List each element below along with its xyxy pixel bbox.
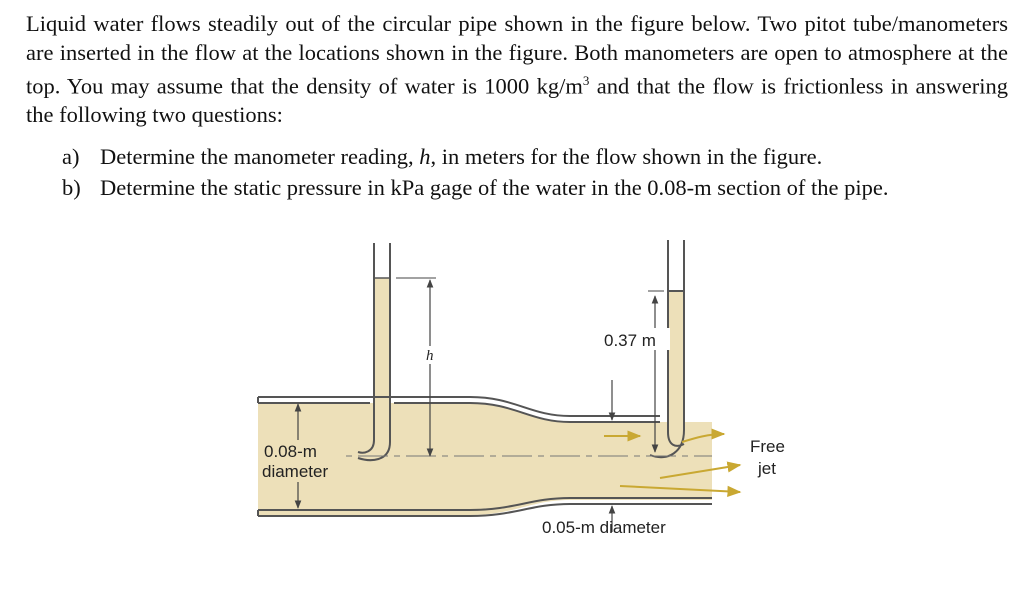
dim-008-label-line2: diameter [262,462,329,481]
question-a-text-post: , in meters for the flow shown in the figure. [430,144,823,169]
dim-008-label-line1: 0.08-m [264,442,317,461]
question-a-text-pre: Determine the manometer reading, [100,144,420,169]
question-a-variable: h [419,144,431,169]
h-label: h [426,348,434,364]
question-b-text: Determine the static pressure in kPa gage of the water in the 0.08-m section of the pipe. [100,175,889,200]
free-jet-label-line1: Free [750,437,785,456]
manometer-2-water [668,291,684,422]
free-jet-label-line2: jet [758,459,776,478]
superscript-3: 3 [582,73,590,88]
question-b-label: b) [62,175,81,200]
intro-text-2: and that the flow is frictionless in answering the following two questions: [26,73,1009,127]
dim-037-label: 0.37 m [604,331,656,350]
question-a-label: a) [62,144,80,169]
intro-text-1: Liquid water flows steadily out of the circular pipe shown in the figure below. Two pitot tube/manometers are inserted in the flow at the locations shown in the figure. Both manometers are open to atmosphere at the top. You may assume that the density of water is 1000 kg/m [26,11,1008,99]
dim-005-label: 0.05-m diameter [542,518,666,537]
manometer-1-water [374,278,390,403]
